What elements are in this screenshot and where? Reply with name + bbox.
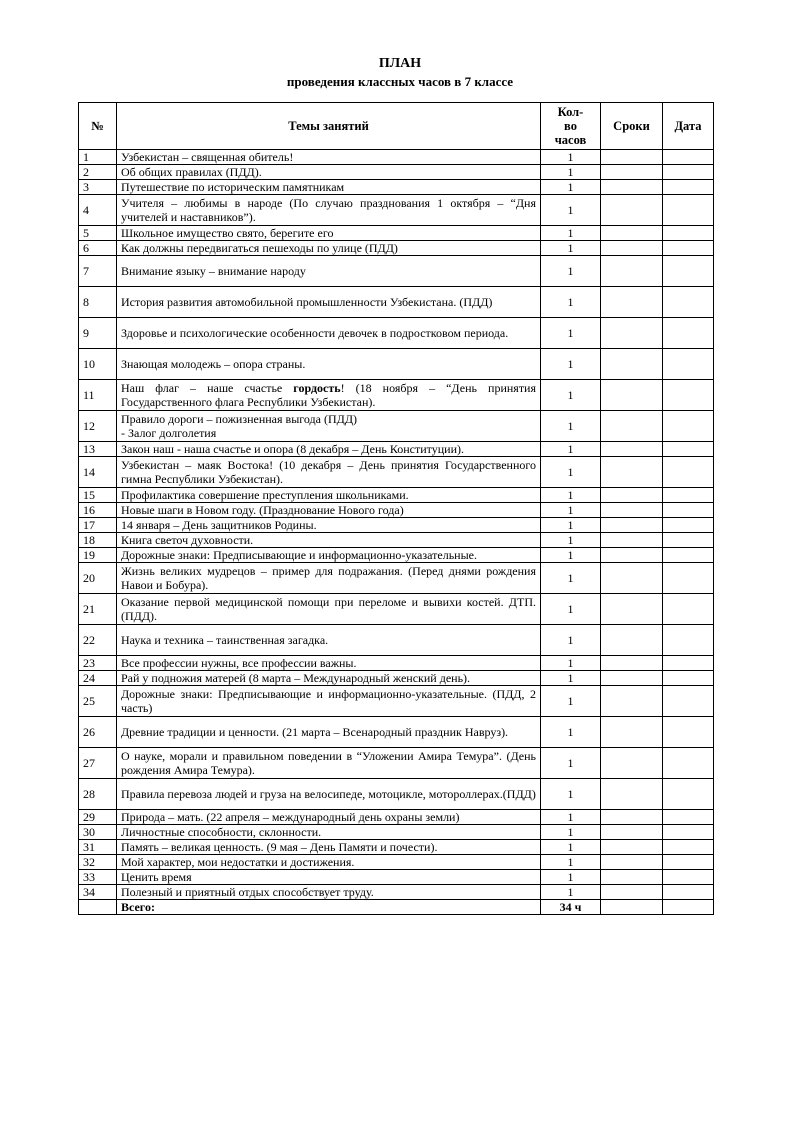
row-date-cell xyxy=(663,533,714,548)
row-hours: 1 xyxy=(541,241,601,256)
row-dates-cell xyxy=(601,226,663,241)
row-number: 29 xyxy=(79,810,117,825)
row-hours: 1 xyxy=(541,656,601,671)
row-dates-cell xyxy=(601,870,663,885)
row-number: 8 xyxy=(79,287,117,318)
table-row xyxy=(79,287,714,318)
row-topic: Новые шаги в Новом году. (Празднование Нового года) xyxy=(117,503,541,518)
row-number: 18 xyxy=(79,533,117,548)
row-hours: 1 xyxy=(541,287,601,318)
row-date-cell xyxy=(663,686,714,717)
row-number: 3 xyxy=(79,180,117,195)
row-topic: Здоровье и психологические особенности девочек в подростковом периода. xyxy=(117,318,541,349)
row-hours: 1 xyxy=(541,165,601,180)
row-hours: 1 xyxy=(541,686,601,717)
row-topic: Наука и техника – таинственная загадка. xyxy=(117,625,541,656)
row-number: 20 xyxy=(79,563,117,594)
table-row xyxy=(79,442,714,457)
row-hours: 1 xyxy=(541,457,601,488)
table-row xyxy=(79,503,714,518)
table-row xyxy=(79,594,714,625)
table-row xyxy=(79,318,714,349)
row-hours: 1 xyxy=(541,885,601,900)
row-date-cell xyxy=(663,840,714,855)
row-number: 27 xyxy=(79,748,117,779)
table-row xyxy=(79,150,714,165)
document-subtitle: проведения классных часов в 7 классе xyxy=(286,74,514,89)
row-dates-cell xyxy=(601,380,663,411)
row-date-cell xyxy=(663,671,714,686)
row-hours: 1 xyxy=(541,256,601,287)
row-topic: История развития автомобильной промышленности Узбекистана. (ПДД) xyxy=(117,287,541,318)
table-row xyxy=(79,625,714,656)
row-topic: Личностные способности, склонности. xyxy=(117,825,541,840)
row-topic-line: - Залог долголетия xyxy=(121,426,217,440)
row-dates-cell xyxy=(601,686,663,717)
table-row xyxy=(79,533,714,548)
row-number: 13 xyxy=(79,442,117,457)
table-row xyxy=(79,686,714,717)
row-number: 9 xyxy=(79,318,117,349)
row-date-cell xyxy=(663,226,714,241)
row-number: 6 xyxy=(79,241,117,256)
row-number: 21 xyxy=(79,594,117,625)
row-hours: 1 xyxy=(541,503,601,518)
table-row xyxy=(79,518,714,533)
table-row xyxy=(79,656,714,671)
row-hours: 1 xyxy=(541,488,601,503)
row-date-cell xyxy=(663,548,714,563)
table-row xyxy=(79,256,714,287)
table-row xyxy=(79,457,714,488)
row-number: 1 xyxy=(79,150,117,165)
row-hours: 1 xyxy=(541,671,601,686)
row-dates-cell xyxy=(601,594,663,625)
table-row xyxy=(79,840,714,855)
table-row xyxy=(79,748,714,779)
table-row xyxy=(79,349,714,380)
row-hours: 1 xyxy=(541,442,601,457)
row-hours: 1 xyxy=(541,625,601,656)
row-dates-cell xyxy=(601,885,663,900)
row-dates-cell xyxy=(601,518,663,533)
row-topic: Узбекистан – маяк Востока! (10 декабря – День принятия Государственного гимна Республики Узбекистан). xyxy=(117,457,541,488)
row-hours: 1 xyxy=(541,563,601,594)
row-number: 17 xyxy=(79,518,117,533)
header-number: № xyxy=(79,103,117,150)
row-dates-cell xyxy=(601,855,663,870)
row-topic: Закон наш - наша счастье и опора (8 декабря – День Конституции). xyxy=(117,442,541,457)
row-number: 25 xyxy=(79,686,117,717)
row-number: 15 xyxy=(79,488,117,503)
row-dates-cell xyxy=(601,563,663,594)
table-header-row xyxy=(79,103,714,150)
table-row xyxy=(79,717,714,748)
row-date-cell xyxy=(663,287,714,318)
row-dates-cell xyxy=(601,256,663,287)
row-dates-cell xyxy=(601,241,663,256)
row-number: 28 xyxy=(79,779,117,810)
row-number: 2 xyxy=(79,165,117,180)
row-date-cell xyxy=(663,518,714,533)
row-dates-cell xyxy=(601,779,663,810)
table-row xyxy=(79,779,714,810)
header-topics: Темы занятий xyxy=(117,103,541,150)
row-date-cell xyxy=(663,625,714,656)
header-hours-line1: Кол- xyxy=(557,105,584,119)
row-hours: 1 xyxy=(541,180,601,195)
row-dates-cell xyxy=(601,318,663,349)
row-dates-cell xyxy=(601,810,663,825)
row-topic: Профилактика совершение преступления школьниками. xyxy=(117,488,541,503)
row-dates-cell xyxy=(601,488,663,503)
total-hours: 34 ч xyxy=(541,900,601,915)
row-topic: Путешествие по историческим памятникам xyxy=(117,180,541,195)
row-date-cell xyxy=(663,594,714,625)
row-number: 5 xyxy=(79,226,117,241)
row-topic: Все профессии нужны, все профессии важны. xyxy=(117,656,541,671)
row-hours: 1 xyxy=(541,748,601,779)
header-hours xyxy=(541,103,601,150)
row-date-cell xyxy=(663,241,714,256)
table-row xyxy=(79,671,714,686)
row-date-cell xyxy=(663,488,714,503)
table-row xyxy=(79,810,714,825)
table-total-row xyxy=(79,900,714,915)
row-topic: Узбекистан – священная обитель! xyxy=(117,150,541,165)
row-topic-bold-part: гордость xyxy=(293,381,341,395)
row-hours: 1 xyxy=(541,779,601,810)
table-row xyxy=(79,411,714,442)
row-hours: 1 xyxy=(541,594,601,625)
table-row xyxy=(79,195,714,226)
row-date-cell xyxy=(663,380,714,411)
table-row xyxy=(79,488,714,503)
total-dates-cell xyxy=(601,900,663,915)
row-dates-cell xyxy=(601,748,663,779)
row-date-cell xyxy=(663,779,714,810)
row-number: 14 xyxy=(79,457,117,488)
row-number: 4 xyxy=(79,195,117,226)
row-hours: 1 xyxy=(541,380,601,411)
table-row xyxy=(79,870,714,885)
row-topic: Как должны передвигаться пешеходы по улице (ПДД) xyxy=(117,241,541,256)
total-date-cell xyxy=(663,900,714,915)
row-hours: 1 xyxy=(541,855,601,870)
row-hours: 1 xyxy=(541,318,601,349)
row-dates-cell xyxy=(601,180,663,195)
table-row xyxy=(79,180,714,195)
row-date-cell xyxy=(663,457,714,488)
row-topic: Книга светоч духовности. xyxy=(117,533,541,548)
table-row xyxy=(79,855,714,870)
row-topic-line: Правило дороги – пожизненная выгода (ПДД) xyxy=(121,412,357,426)
row-hours: 1 xyxy=(541,717,601,748)
row-dates-cell xyxy=(601,150,663,165)
row-topic: Знающая молодежь – опора страны. xyxy=(117,349,541,380)
row-topic: Учителя – любимы в народе (По случаю празднования 1 октября – “Дня учителей и наставников”). xyxy=(117,195,541,226)
row-number: 23 xyxy=(79,656,117,671)
row-date-cell xyxy=(663,825,714,840)
row-topic: Мой характер, мои недостатки и достижения. xyxy=(117,855,541,870)
header-dates: Сроки xyxy=(601,103,663,150)
row-date-cell xyxy=(663,256,714,287)
row-date-cell xyxy=(663,349,714,380)
row-topic: Рай у подножия матерей (8 марта – Международный женский день). xyxy=(117,671,541,686)
table-row xyxy=(79,548,714,563)
row-date-cell xyxy=(663,150,714,165)
row-topic: Дорожные знаки: Предписывающие и информационно-указательные. xyxy=(117,548,541,563)
row-date-cell xyxy=(663,165,714,180)
row-number: 19 xyxy=(79,548,117,563)
row-date-cell xyxy=(663,748,714,779)
row-topic: Древние традиции и ценности. (21 марта – Всенародный праздник Навруз). xyxy=(117,717,541,748)
row-topic: Природа – мать. (22 апреля – международный день охраны земли) xyxy=(117,810,541,825)
row-dates-cell xyxy=(601,840,663,855)
row-dates-cell xyxy=(601,625,663,656)
row-topic: Ценить время xyxy=(117,870,541,885)
row-date-cell xyxy=(663,411,714,442)
table-row xyxy=(79,165,714,180)
row-date-cell xyxy=(663,656,714,671)
document-title: ПЛАН xyxy=(378,56,422,71)
row-hours: 1 xyxy=(541,810,601,825)
row-number: 10 xyxy=(79,349,117,380)
row-dates-cell xyxy=(601,442,663,457)
row-topic xyxy=(117,411,541,442)
row-hours: 1 xyxy=(541,150,601,165)
row-dates-cell xyxy=(601,195,663,226)
row-dates-cell xyxy=(601,457,663,488)
row-topic: Внимание языку – внимание народу xyxy=(117,256,541,287)
row-hours: 1 xyxy=(541,840,601,855)
row-topic xyxy=(117,380,541,411)
row-date-cell xyxy=(663,442,714,457)
table-row xyxy=(79,563,714,594)
row-dates-cell xyxy=(601,548,663,563)
total-number-cell xyxy=(79,900,117,915)
row-number: 22 xyxy=(79,625,117,656)
row-date-cell xyxy=(663,503,714,518)
row-number: 33 xyxy=(79,870,117,885)
row-dates-cell xyxy=(601,165,663,180)
row-number: 7 xyxy=(79,256,117,287)
row-topic-part: ! (18 ноября – “День принятия Государственного флага Республики Узбекистан). xyxy=(121,381,537,409)
table-row xyxy=(79,241,714,256)
row-date-cell xyxy=(663,195,714,226)
header-hours-line3: часов xyxy=(554,133,587,147)
row-dates-cell xyxy=(601,411,663,442)
row-hours: 1 xyxy=(541,825,601,840)
row-topic: Школьное имущество свято, берегите его xyxy=(117,226,541,241)
table-row xyxy=(79,825,714,840)
row-topic: 14 января – День защитников Родины. xyxy=(117,518,541,533)
row-date-cell xyxy=(663,180,714,195)
row-dates-cell xyxy=(601,533,663,548)
plan-table xyxy=(78,102,714,915)
header-hours-line2: во xyxy=(564,119,577,133)
row-dates-cell xyxy=(601,825,663,840)
row-number: 24 xyxy=(79,671,117,686)
row-date-cell xyxy=(663,885,714,900)
row-dates-cell xyxy=(601,656,663,671)
row-topic-part: Наш флаг – наше счастье xyxy=(121,381,294,395)
row-topic: Правила перевоза людей и груза на велосипеде, мотоцикле, мотороллерах.(ПДД) xyxy=(117,779,541,810)
row-topic: Жизнь великих мудрецов – пример для подражания. (Перед днями рождения Навои и Бобура). xyxy=(117,563,541,594)
row-date-cell xyxy=(663,870,714,885)
header-date: Дата xyxy=(663,103,714,150)
row-topic: Оказание первой медицинской помощи при переломе и вывихи костей. ДТП. (ПДД). xyxy=(117,594,541,625)
table-row xyxy=(79,226,714,241)
row-date-cell xyxy=(663,717,714,748)
row-dates-cell xyxy=(601,717,663,748)
row-hours: 1 xyxy=(541,349,601,380)
row-hours: 1 xyxy=(541,411,601,442)
row-dates-cell xyxy=(601,503,663,518)
row-hours: 1 xyxy=(541,548,601,563)
row-date-cell xyxy=(663,318,714,349)
row-topic: Дорожные знаки: Предписывающие и информационно-указательные. (ПДД, 2 часть) xyxy=(117,686,541,717)
row-number: 12 xyxy=(79,411,117,442)
row-number: 32 xyxy=(79,855,117,870)
row-topic: Полезный и приятный отдых способствует труду. xyxy=(117,885,541,900)
table-row xyxy=(79,380,714,411)
row-date-cell xyxy=(663,563,714,594)
row-number: 31 xyxy=(79,840,117,855)
row-hours: 1 xyxy=(541,226,601,241)
row-number: 34 xyxy=(79,885,117,900)
row-number: 30 xyxy=(79,825,117,840)
row-hours: 1 xyxy=(541,195,601,226)
row-date-cell xyxy=(663,810,714,825)
row-topic: Память – великая ценность. (9 мая – День Памяти и почести). xyxy=(117,840,541,855)
row-topic: О науке, морали и правильном поведении в “Уложении Амира Темура”. (День рождения Амира Темура). xyxy=(117,748,541,779)
row-dates-cell xyxy=(601,671,663,686)
row-dates-cell xyxy=(601,349,663,380)
row-date-cell xyxy=(663,855,714,870)
row-hours: 1 xyxy=(541,533,601,548)
total-label: Всего: xyxy=(117,900,541,915)
row-number: 11 xyxy=(79,380,117,411)
row-dates-cell xyxy=(601,287,663,318)
row-number: 26 xyxy=(79,717,117,748)
row-hours: 1 xyxy=(541,518,601,533)
row-number: 16 xyxy=(79,503,117,518)
table-row xyxy=(79,885,714,900)
row-topic: Об общих правилах (ПДД). xyxy=(117,165,541,180)
row-hours: 1 xyxy=(541,870,601,885)
